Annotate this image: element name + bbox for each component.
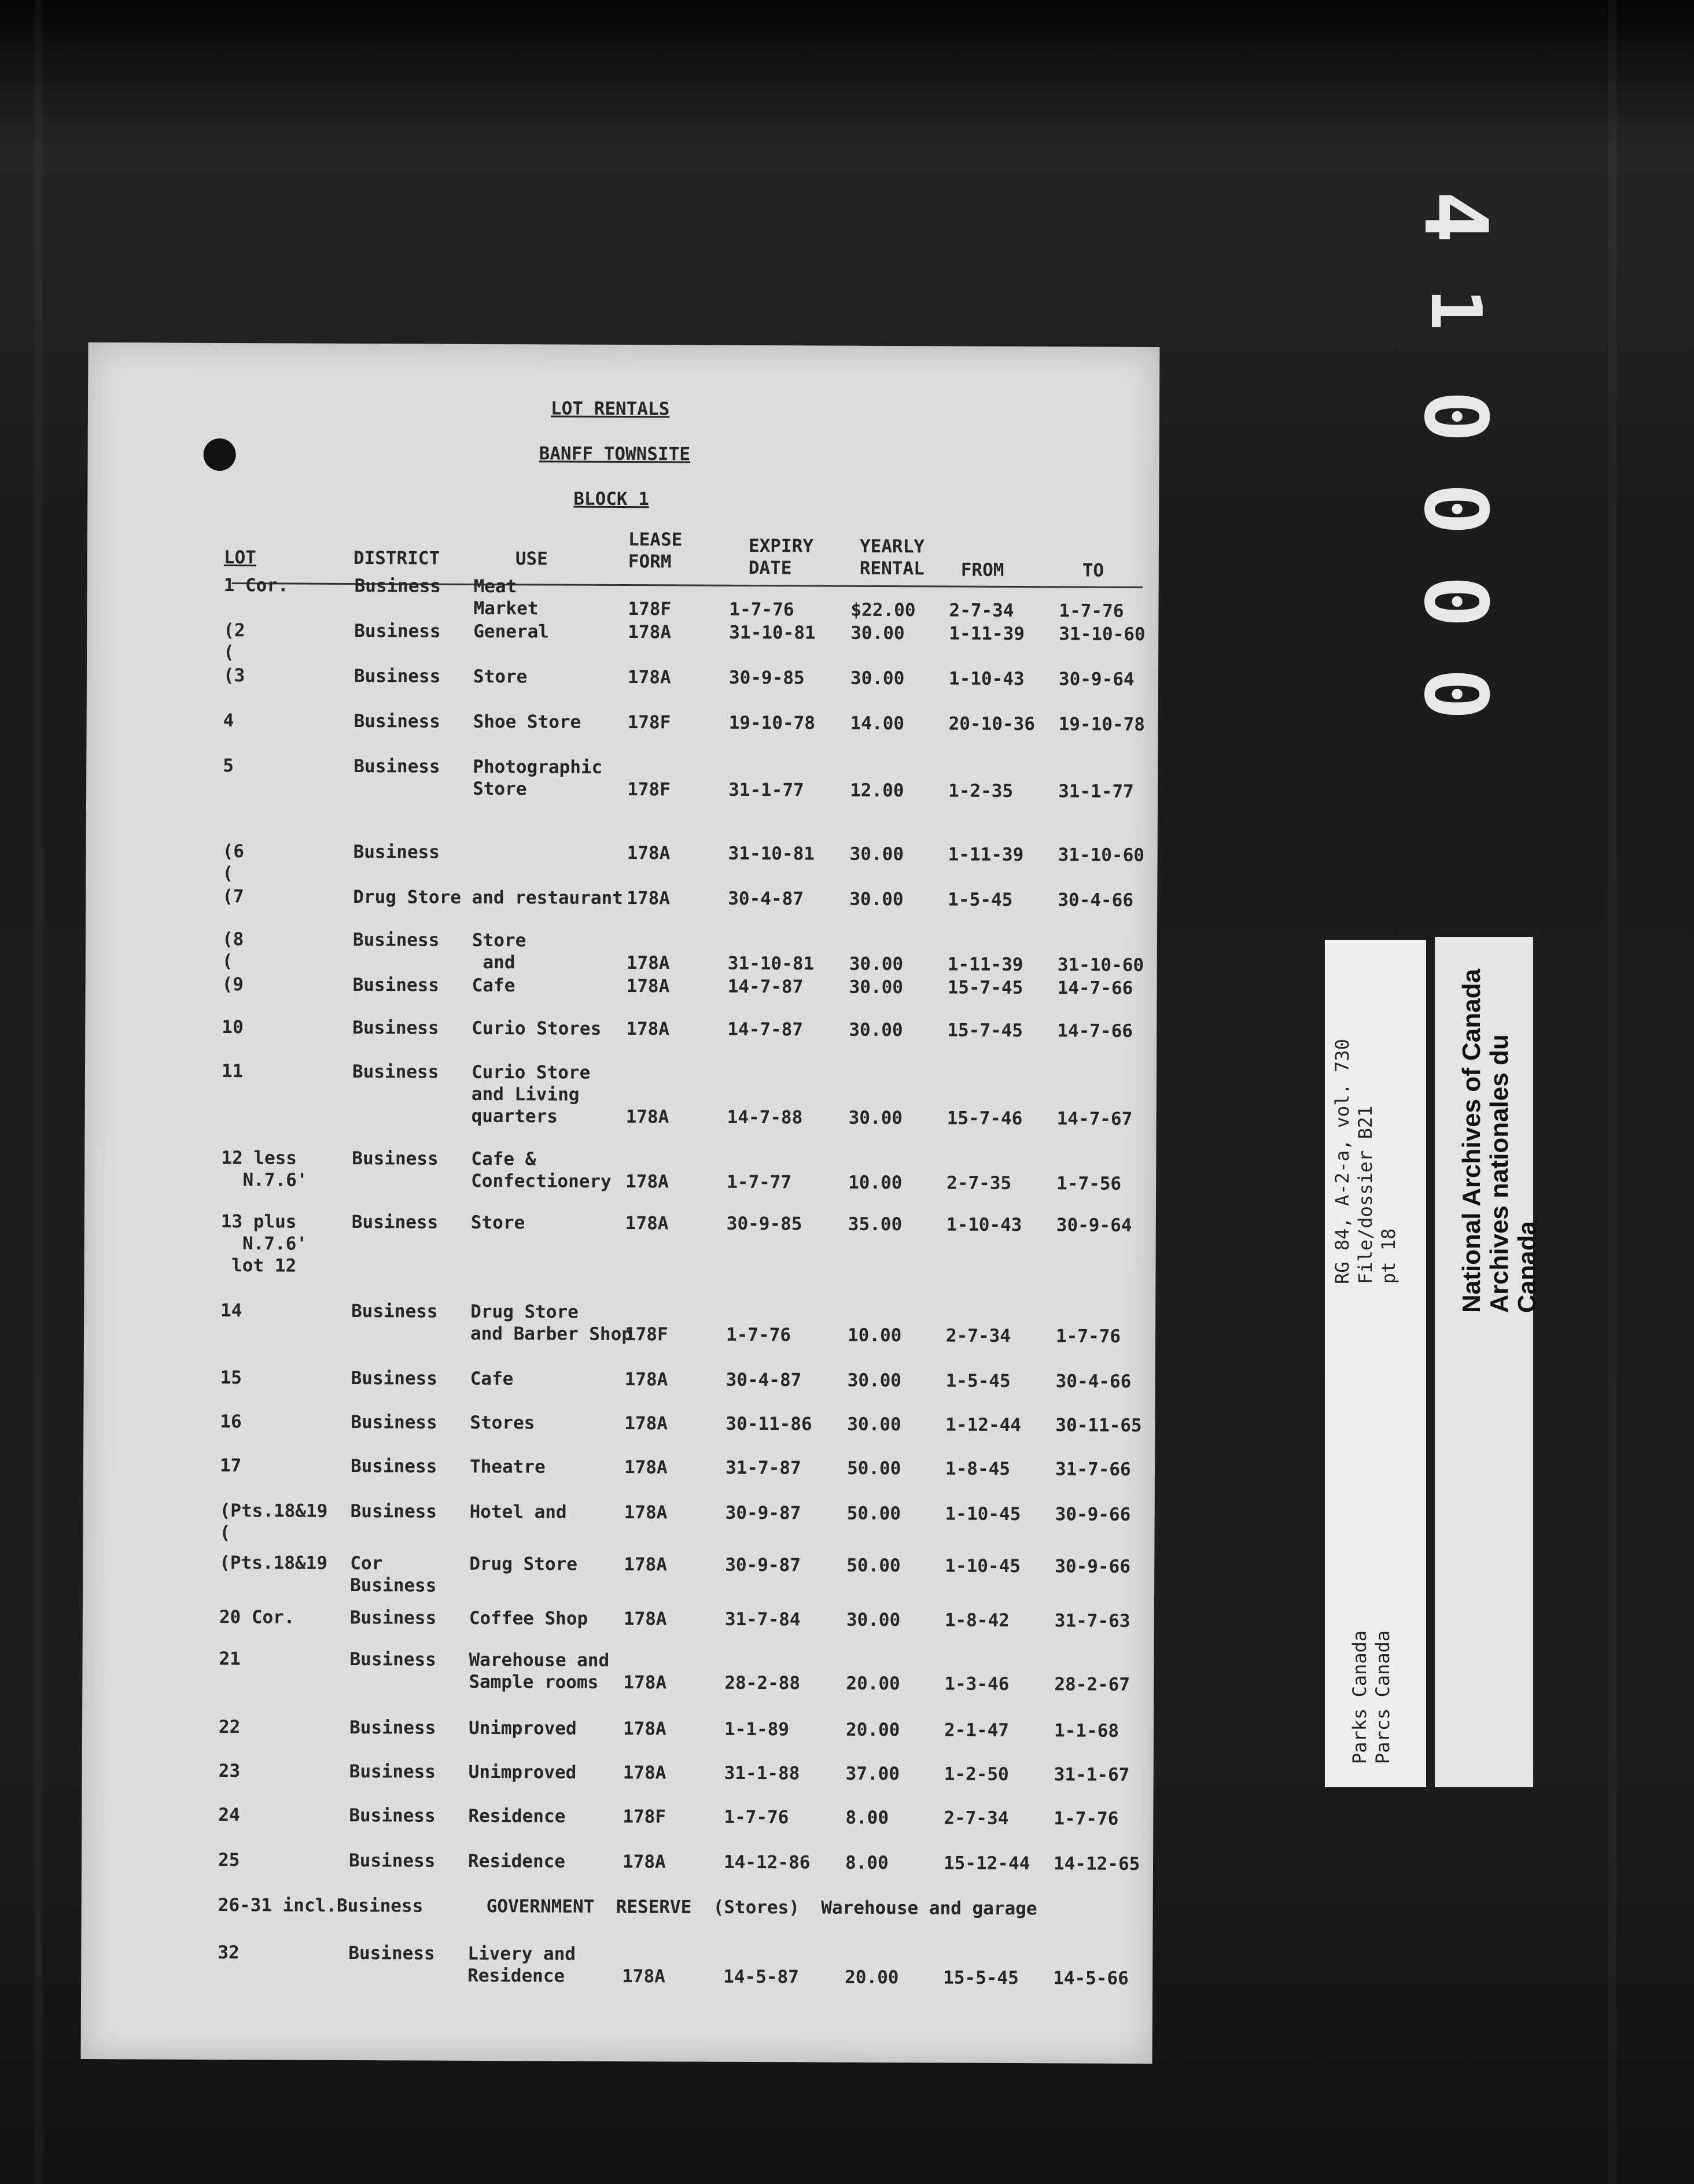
- cell-district: Business: [352, 974, 440, 996]
- cell-rent: 30.00: [850, 622, 905, 644]
- cell-lot: 32: [218, 1942, 240, 1964]
- cell-expiry: 1-7-76: [724, 1806, 789, 1828]
- cell-use: Shoe Store: [473, 711, 581, 733]
- cell-from: 2-7-34: [944, 1807, 1009, 1829]
- cell-use: Unimproved: [468, 1717, 577, 1739]
- cell-use: Drug Store: [469, 1553, 577, 1575]
- cell-to: 1-7-76: [1055, 1326, 1121, 1347]
- cell-rent: 30.00: [849, 843, 904, 865]
- frame-digit: 0: [1405, 575, 1505, 628]
- cell-use: Store: [473, 666, 528, 688]
- document-title: LOT RENTALS: [550, 398, 670, 420]
- cell-from: 15-7-45: [947, 1020, 1023, 1042]
- cell-use: Store and: [472, 929, 526, 973]
- cell-use: Unimproved: [468, 1761, 577, 1783]
- cell-expiry: 14-7-87: [727, 976, 804, 998]
- cell-rent: 10.00: [847, 1325, 902, 1346]
- cell-rent: 30.00: [850, 667, 905, 689]
- cell-district: Business: [351, 1300, 438, 1322]
- frame-digit: 4: [1405, 190, 1505, 244]
- cell-lot: 22: [218, 1716, 241, 1738]
- cell-from: 2-7-34: [949, 600, 1014, 621]
- cell-form: 178F: [627, 779, 671, 800]
- frame-digit: 0: [1405, 390, 1505, 443]
- cell-expiry: 31-1-88: [724, 1762, 800, 1784]
- cell-from: 2-7-35: [947, 1172, 1012, 1194]
- cell-to: 31-7-63: [1054, 1610, 1130, 1632]
- cell-form: 178A: [626, 1019, 670, 1040]
- cell-to: 1-7-76: [1059, 600, 1124, 622]
- cell-rent: 8.00: [845, 1852, 889, 1874]
- cell-from: 1-2-50: [944, 1764, 1009, 1785]
- cell-form: 178A: [624, 1413, 668, 1434]
- cell-form: 178A: [627, 888, 671, 909]
- cell-expiry: 31-1-77: [728, 779, 804, 801]
- cell-to: 30-11-65: [1055, 1415, 1142, 1436]
- cell-rent: 50.00: [846, 1458, 901, 1480]
- cell-from: 1-5-45: [948, 889, 1013, 910]
- cell-form: 178A: [623, 1762, 666, 1784]
- cell-form: 178A: [625, 1213, 669, 1234]
- block-heading: BLOCK 1: [573, 488, 650, 510]
- cell-use: Livery and Residence: [467, 1943, 576, 1987]
- cell-district: Drug Store and restaurant: [353, 886, 623, 909]
- cell-form: 178A: [624, 1502, 668, 1523]
- cell-expiry: 1-7-77: [727, 1171, 792, 1193]
- label-line: Parcs Canada: [1372, 1630, 1394, 1764]
- cell-from: 1-10-45: [945, 1503, 1021, 1525]
- cell-from: 1-8-42: [944, 1610, 1010, 1631]
- label-line: Archives nationales du Canada: [1485, 1034, 1541, 1313]
- frame-digit: 1: [1415, 288, 1496, 331]
- cell-rent: 20.00: [846, 1673, 900, 1695]
- cell-from: 1-12-44: [945, 1414, 1022, 1436]
- cell-to: 30-9-66: [1055, 1556, 1130, 1577]
- cell-from: 15-7-45: [947, 977, 1023, 999]
- cell-rent: 30.00: [849, 1019, 903, 1041]
- cell-district: Business: [349, 1761, 436, 1783]
- cell-lot: 23: [218, 1760, 241, 1782]
- document-subtitle: BANFF TOWNSITE: [539, 443, 691, 465]
- label-line: File/dossier B21: [1354, 1105, 1376, 1284]
- column-header-use: USE: [515, 548, 548, 570]
- cell-expiry: 30-9-87: [725, 1502, 801, 1524]
- parks-canada-label: [1325, 940, 1426, 1787]
- cell-rent: 50.00: [846, 1555, 901, 1577]
- column-header-lease-form: LEASE FORM: [628, 529, 683, 573]
- cell-lot: (2 (: [223, 619, 245, 663]
- cell-district: Business: [353, 755, 440, 777]
- cell-rent: 30.00: [847, 1370, 902, 1392]
- cell-lot: 10: [222, 1016, 244, 1038]
- national-archives-label: [1435, 937, 1541, 1787]
- cell-use: Curio Stores: [472, 1017, 602, 1039]
- cell-use: Warehouse and Sample rooms: [469, 1649, 610, 1693]
- cell-to: 19-10-78: [1058, 714, 1146, 735]
- cell-lot: 1 Cor.: [223, 574, 289, 596]
- cell-district: Business: [349, 1648, 436, 1670]
- cell-expiry: 30-4-87: [726, 1369, 802, 1391]
- document-page: [81, 342, 1160, 2064]
- cell-expiry: 14-7-88: [727, 1106, 803, 1128]
- cell-expiry: 31-10-81: [727, 953, 815, 975]
- cell-to: 30-9-64: [1056, 1215, 1132, 1236]
- cell-to: 14-7-67: [1056, 1108, 1133, 1130]
- cell-expiry: 1-7-76: [726, 1324, 791, 1346]
- cell-expiry: 30-11-86: [726, 1413, 812, 1435]
- cell-use: Drug Store and Barber Shop: [470, 1301, 633, 1345]
- cell-use: Photographic Store: [473, 756, 603, 800]
- cell-district: Business: [352, 1017, 439, 1039]
- cell-to: 31-7-66: [1055, 1459, 1131, 1480]
- cell-expiry: 14-7-87: [727, 1019, 804, 1041]
- cell-district: Business: [353, 665, 441, 687]
- cell-to: 1-1-68: [1054, 1720, 1119, 1742]
- cell-district: Business: [351, 1211, 439, 1233]
- cell-to: 31-10-60: [1059, 624, 1146, 645]
- frame-digit: 0: [1405, 667, 1505, 721]
- film-streak: [35, 0, 43, 2184]
- cell-expiry: 14-5-87: [723, 1966, 799, 1988]
- cell-district: Business: [348, 1942, 435, 1964]
- cell-from: 1-5-45: [945, 1370, 1011, 1392]
- cell-from: 1-3-46: [944, 1673, 1010, 1695]
- cell-district: Business: [352, 1148, 439, 1170]
- cell-to: 14-5-66: [1053, 1968, 1129, 1989]
- cell-form: 178F: [623, 1806, 666, 1828]
- cell-district: Business: [352, 929, 440, 951]
- cell-rent: 20.00: [845, 1719, 900, 1741]
- cell-form: 178A: [627, 843, 671, 864]
- row-note: GOVERNMENT RESERVE (Stores) Warehouse and garage: [486, 1896, 1037, 1920]
- cell-form: 178A: [623, 1672, 667, 1694]
- label-line: National Archives of Canada: [1457, 969, 1486, 1313]
- cell-rent: 14.00: [850, 713, 905, 735]
- cell-to: 30-9-64: [1058, 669, 1135, 690]
- cell-use: Cafe & Confectionery: [471, 1148, 612, 1192]
- film-streak: [1608, 0, 1616, 2184]
- cell-district: Business: [348, 1850, 436, 1872]
- cell-expiry: 30-9-85: [728, 667, 805, 689]
- cell-lot: 20 Cor.: [219, 1606, 295, 1628]
- cell-lot: 17: [219, 1455, 242, 1477]
- cell-form: 178A: [623, 1718, 666, 1740]
- cell-from: 15-5-45: [943, 1967, 1019, 1989]
- cell-use: Coffee Shop: [469, 1607, 588, 1629]
- cell-form: 178A: [624, 1554, 668, 1576]
- cell-lot: (7: [222, 886, 244, 907]
- cell-district: Cor Business: [350, 1552, 437, 1596]
- cell-to: 1-7-56: [1056, 1173, 1122, 1194]
- cell-district: Business: [354, 620, 441, 642]
- cell-lot: 5: [223, 755, 234, 777]
- cell-use: Meat Market: [473, 575, 539, 619]
- cell-rent: $22.00: [850, 599, 916, 621]
- cell-rent: 12.00: [850, 780, 904, 802]
- cell-expiry: 14-12-86: [723, 1851, 811, 1873]
- frame-digit: 0: [1405, 482, 1505, 536]
- cell-from: 15-7-46: [947, 1108, 1023, 1130]
- cell-from: 2-7-34: [945, 1325, 1011, 1346]
- cell-expiry: 31-7-87: [725, 1457, 801, 1479]
- cell-rent: 30.00: [849, 888, 904, 910]
- cell-use: Residence: [468, 1805, 566, 1827]
- cell-lot: (8 (: [222, 928, 244, 972]
- cell-lot: 15: [220, 1367, 242, 1389]
- cell-from: 1-11-39: [949, 623, 1025, 645]
- cell-to: 30-9-66: [1055, 1504, 1131, 1525]
- cell-use: Store: [470, 1212, 525, 1234]
- cell-rent: 35.00: [848, 1213, 903, 1235]
- cell-lot: 12 less N.7.6': [221, 1147, 308, 1191]
- cell-form: 178F: [624, 1324, 668, 1345]
- cell-lot: (Pts.18&19: [219, 1552, 327, 1574]
- cell-rent: 50.00: [846, 1503, 901, 1525]
- cell-to: 14-12-65: [1053, 1853, 1140, 1875]
- cell-form: 178A: [627, 667, 671, 688]
- cell-form: 178F: [627, 712, 671, 733]
- cell-form: 178A: [624, 1457, 668, 1478]
- cell-from: 1-8-45: [945, 1458, 1011, 1480]
- cell-rent: 30.00: [849, 976, 904, 998]
- cell-rent: 30.00: [847, 1414, 901, 1436]
- cell-lot: 24: [218, 1804, 240, 1826]
- punch-hole: [204, 438, 236, 471]
- cell-district: Business: [349, 1717, 436, 1739]
- cell-rent: 37.00: [845, 1763, 900, 1785]
- cell-expiry: 28-2-88: [724, 1672, 801, 1694]
- cell-lot: 14: [220, 1300, 242, 1322]
- cell-expiry: 31-7-84: [724, 1609, 801, 1630]
- cell-to: 1-7-76: [1054, 1808, 1119, 1829]
- cell-form: 178A: [622, 1851, 666, 1873]
- cell-from: 1-2-35: [948, 780, 1014, 802]
- cell-form: 178A: [626, 953, 670, 974]
- cell-from: 2-1-47: [944, 1720, 1010, 1741]
- label-line: pt 18: [1378, 1228, 1400, 1284]
- cell-rent: 30.00: [846, 1609, 901, 1631]
- cell-to: 31-10-60: [1057, 954, 1144, 976]
- cell-expiry: 1-7-76: [729, 599, 794, 621]
- cell-use: Residence: [467, 1850, 566, 1872]
- cell-district: Business: [350, 1500, 437, 1522]
- cell-form: 178A: [628, 622, 672, 643]
- cell-form: 178A: [625, 1171, 669, 1193]
- cell-district: Business: [351, 1411, 437, 1433]
- cell-use: Hotel and: [469, 1501, 567, 1523]
- cell-rent: 8.00: [845, 1807, 889, 1829]
- cell-use: Cafe: [472, 975, 515, 997]
- cell-rent: 30.00: [849, 953, 904, 975]
- column-header-to: TO: [1082, 560, 1104, 581]
- cell-expiry: 1-1-89: [724, 1718, 790, 1740]
- cell-to: 28-2-67: [1054, 1674, 1130, 1695]
- cell-lot: 16: [220, 1411, 242, 1433]
- cell-from: 1-11-39: [947, 954, 1023, 976]
- cell-district: Business: [351, 1367, 438, 1389]
- cell-from: 20-10-36: [948, 713, 1036, 735]
- cell-lot: 13 plus N.7.6' lot 12: [220, 1211, 308, 1277]
- cell-rent: 10.00: [848, 1172, 903, 1194]
- cell-to: 31-10-60: [1058, 844, 1145, 866]
- cell-expiry: 30-4-87: [728, 888, 804, 910]
- cell-use: Stores: [470, 1412, 535, 1434]
- cell-from: 1-10-45: [945, 1555, 1021, 1577]
- cell-district: Business: [350, 1455, 437, 1477]
- cell-rent: 20.00: [845, 1967, 899, 1989]
- cell-lot: (3: [223, 665, 245, 687]
- cell-to: 31-1-67: [1054, 1764, 1130, 1785]
- cell-from: 15-12-44: [943, 1853, 1030, 1875]
- cell-expiry: 19-10-78: [728, 712, 816, 734]
- cell-lot: 11: [221, 1060, 244, 1082]
- cell-form: 178F: [628, 599, 672, 620]
- cell-district: Business: [349, 1805, 436, 1827]
- cell-rent: 30.00: [848, 1107, 903, 1129]
- cell-use: Theatre: [469, 1456, 546, 1478]
- cell-to: 14-7-66: [1057, 1020, 1133, 1042]
- cell-lot: 4: [223, 710, 234, 732]
- column-header-from: FROM: [960, 559, 1004, 581]
- cell-district: Business: [349, 1607, 437, 1629]
- cell-expiry: 31-10-81: [729, 622, 816, 644]
- frame-number: [1405, 174, 1505, 740]
- cell-lot: 25: [218, 1849, 240, 1871]
- cell-form: 178A: [623, 1609, 667, 1630]
- cell-use: Cafe: [470, 1368, 514, 1390]
- column-header-district: DISTRICT: [353, 547, 440, 569]
- cell-expiry: 30-9-87: [725, 1554, 801, 1576]
- column-header-yearly-rental: YEARLY RENTAL: [859, 536, 925, 580]
- cell-lot: (6 (: [222, 840, 245, 884]
- cell-form: 178A: [624, 1369, 668, 1390]
- cell-lot: (9: [222, 973, 244, 995]
- cell-lot: (Pts.18&19 (: [219, 1500, 328, 1544]
- cell-form: 178A: [625, 1106, 669, 1128]
- cell-district: Business: [354, 575, 441, 597]
- cell-district: Business: [352, 1061, 439, 1083]
- column-header-lot: LOT: [223, 547, 256, 569]
- cell-lot: 21: [219, 1648, 241, 1670]
- cell-to: 30-4-66: [1055, 1371, 1132, 1392]
- label-line: Parks Canada: [1349, 1630, 1371, 1764]
- cell-use: Curio Store and Living quarters: [471, 1061, 591, 1127]
- cell-form: 178A: [622, 1966, 665, 1987]
- cell-expiry: 31-10-81: [728, 843, 815, 865]
- cell-district: Business: [353, 710, 441, 732]
- cell-from: 1-10-43: [946, 1214, 1022, 1236]
- cell-form: 178A: [626, 976, 670, 997]
- cell-to: 30-4-66: [1058, 890, 1134, 911]
- cell-use: General: [473, 621, 550, 643]
- cell-expiry: 30-9-85: [726, 1213, 802, 1235]
- cell-to: 31-1-77: [1058, 781, 1134, 802]
- cell-district: Business: [353, 841, 440, 863]
- label-line: RG 84, A-2-a, vol. 730: [1331, 1039, 1353, 1284]
- cell-to: 14-7-66: [1057, 977, 1133, 999]
- cell-from: 1-10-43: [948, 668, 1025, 690]
- cell-from: 1-11-39: [948, 844, 1024, 866]
- column-header-expiry-date: EXPIRY DATE: [748, 535, 814, 579]
- cell-lot: 26-31 incl.Business: [218, 1894, 423, 1917]
